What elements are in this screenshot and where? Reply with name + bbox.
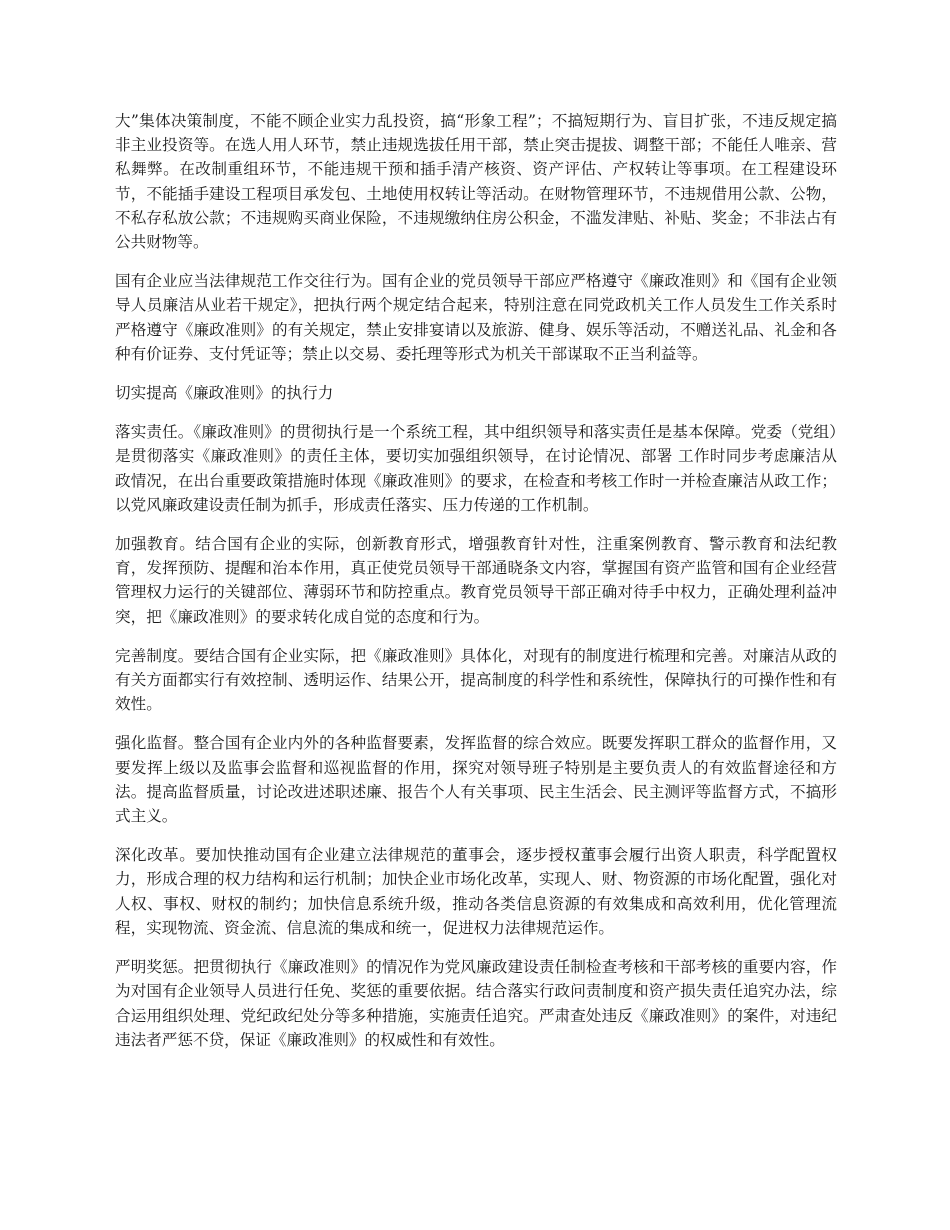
paragraph-responsibility: 落实责任。《廉政准则》的贯彻执行是一个系统工程，其中组织领导和落实责任是基本保障。党委（党组）是贯彻落实《廉政准则》的责任主体，要切实加强组织领导，在讨论情况、部署 工作时同步考虑廉洁从政情况，在出台重要政策措施时体现《廉政准则》的要求，在检查和考核工作时一并检查廉洁从政工作；以党风廉政建设责任制为抓手，形成责任落实、压力传递的工作机制。	[115, 423, 837, 514]
paragraph-education: 加强教育。结合国有企业的实际，创新教育形式，增强教育针对性，注重案例教育、警示教育和法纪教育，发挥预防、提醒和治本作用，真正使党员领导干部通晓条文内容，掌握国有资产监管和国有企业经营管理权力运行的关键部位、薄弱环节和防控重点。教育党员领导干部正确对待手中权力，正确处理利益冲突，把《廉政准则》的要求转化成自觉的态度和行为。	[115, 535, 837, 626]
paragraph-supervision: 强化监督。整合国有企业内外的各种监督要素，发挥监督的综合效应。既要发挥职工群众的监督作用，又要发挥上级以及监事会监督和巡视监督的作用，探究对领导班子特别是主要负责人的有效监督途径和方法。提高监督质量，讨论改进述职述廉、报告个人有关事项、民主生活会、民主测评等监督方式，不搞形式主义。	[115, 734, 837, 826]
paragraph-system: 完善制度。要结合国有企业实际，把《廉政准则》具体化，对现有的制度进行梳理和完善。对廉洁从政的有关方面都实行有效控制、透明运作、结果公开，提高制度的科学性和系统性，保障执行的可操作性和有效性。	[115, 646, 837, 714]
paragraph-rewards-punishments: 严明奖惩。把贯彻执行《廉政准则》的情况作为党风廉政建设责任制检查考核和干部考核的重要内容，作为对国有企业领导人员进行任免、奖惩的重要依据。结合落实行政问责制度和资产损失责任追究办法，综合运用组织处理、党纪政纪处分等多种措施，实施责任追究。严肃查处违反《廉政准则》的案件，对违纪违法者严惩不贷，保证《廉政准则》的权威性和有效性。	[115, 958, 837, 1049]
paragraph-reform: 深化改革。要加快推动国有企业建立法律规范的董事会，逐步授权董事会履行出资人职责，科学配置权力，形成合理的权力结构和运行机制；加快企业市场化改革，实现人、财、物资源的市场化配置，强化对人权、事权、财权的制约；加快信息系统升级，推动各类信息资源的有效集成和高效利用，优化管理流程，实现物流、资金流、信息流的集成和统一，促进权力法律规范运作。	[115, 846, 837, 937]
paragraph-work-interactions: 国有企业应当法律规范工作交往行为。国有企业的党员领导干部应严格遵守《廉政准则》和《国有企业领导人员廉洁从业若干规定》，把执行两个规定结合起来，特别注意在同党政机关工作人员发生工作关系时严格遵守《廉政准则》的有关规定，禁止安排宴请以及旅游、健身、娱乐等活动，不赠送礼品、礼金和各种有价证券、支付凭证等；禁止以交易、委托理等形式为机关干部谋取不正当利益等。	[115, 272, 837, 363]
paragraph-decision-rules: 大”集体决策制度，不能不顾企业实力乱投资，搞“形象工程”；不搞短期行为、盲目扩张，不违反规定搞非主业投资等。在选人用人环节，禁止违规选拔任用干部，禁止突击提拔、调整干部；不能任人唯亲、营私舞弊。在改制重组环节，不能违规干预和插手清产核资、资产评估、产权转让等事项。在工程建设环节，不能插手建设工程项目承发包、土地使用权转让等活动。在财物管理环节，不违规借用公款、公物，不私存私放公款；不违规购买商业保险，不违规缴纳住房公积金，不滥发津贴、补贴、奖金；不非法占有公共财物等。	[115, 112, 837, 252]
document-page	[115, 109, 837, 1067]
section-heading: 切实提高《廉政准则》的执行力	[115, 384, 334, 403]
